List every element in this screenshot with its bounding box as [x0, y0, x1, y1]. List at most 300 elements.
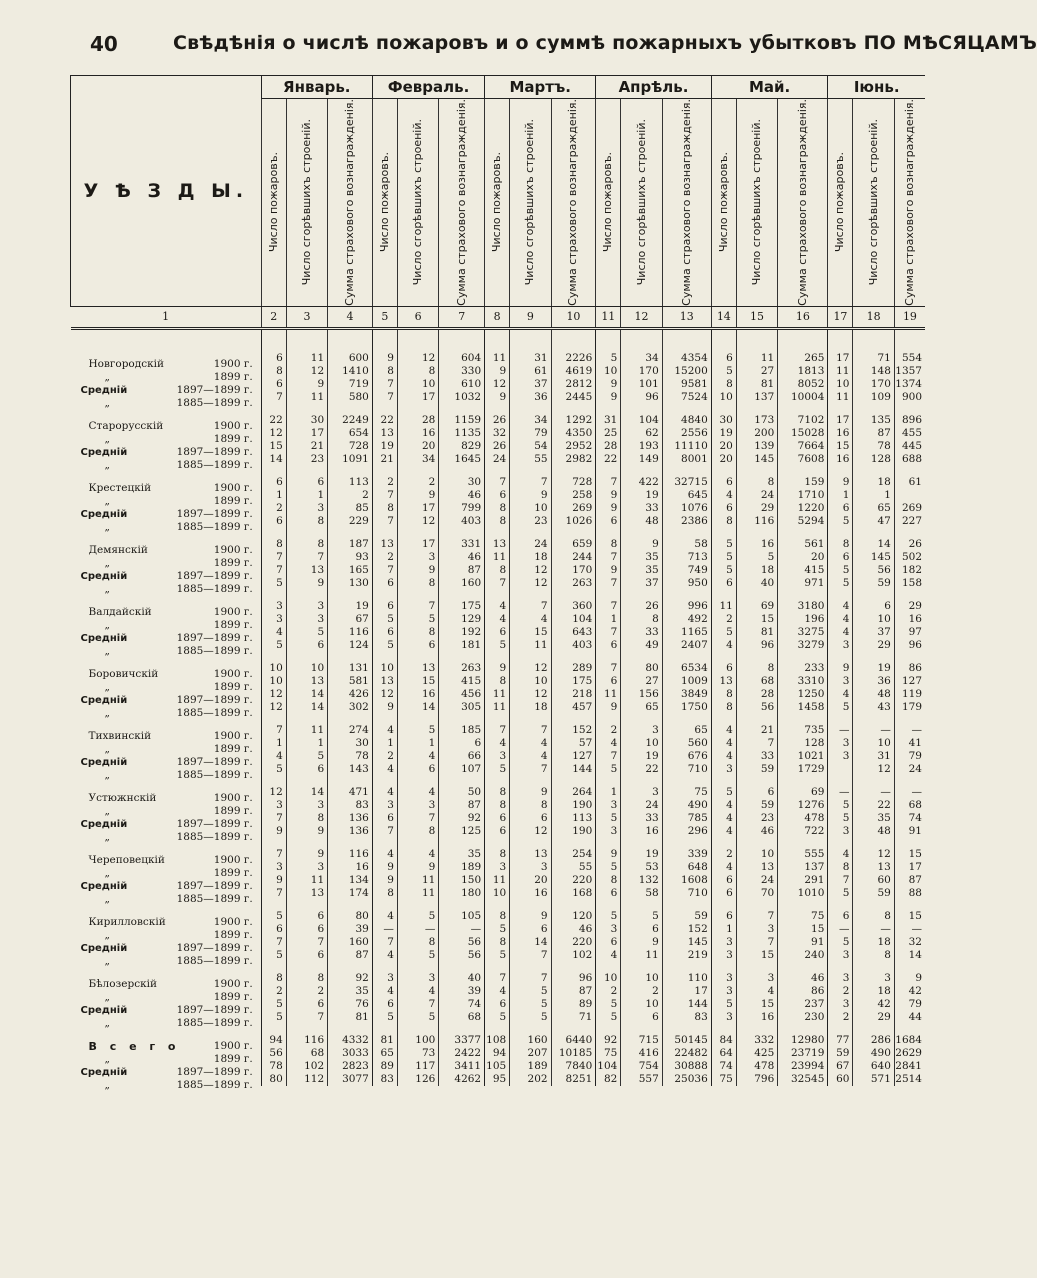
data-cell: 13 — [485, 538, 510, 551]
data-cell: 59 — [662, 910, 711, 923]
data-cell: 6 — [485, 626, 510, 639]
column-number: 12 — [621, 306, 662, 328]
data-cell: 10 — [372, 662, 397, 675]
ditto-mark: „ — [104, 1053, 110, 1066]
data-cell: 1 — [372, 737, 397, 750]
table-row — [71, 453, 926, 466]
data-cell: 18 — [510, 551, 551, 564]
data-cell: 12 — [510, 662, 551, 675]
data-cell: 128 — [778, 737, 828, 750]
period-label: 1885—1899 г. — [176, 645, 253, 658]
data-cell: 35 — [439, 848, 485, 861]
data-cell: 4 — [372, 848, 397, 861]
data-cell: 9 — [372, 861, 397, 874]
data-cell: 3 — [828, 972, 853, 985]
data-cell: 10 — [736, 848, 777, 861]
period-label: 1899 г. — [213, 991, 253, 1004]
data-cell: 7 — [736, 737, 777, 750]
column-label-text: Число пожаровъ. — [716, 152, 730, 253]
data-cell: 8 — [397, 365, 438, 378]
data-cell: 719 — [328, 378, 373, 391]
data-cell: 422 — [621, 476, 662, 489]
district-name: Боровичскій — [88, 668, 159, 681]
data-cell: 10 — [286, 662, 327, 675]
data-cell: 91 — [778, 936, 828, 949]
data-cell: 71 — [853, 352, 894, 365]
district-name: Кирилловскій — [88, 916, 166, 929]
data-cell: 5 — [261, 1011, 286, 1024]
data-cell: 159 — [778, 476, 828, 489]
data-cell: 12 — [397, 515, 438, 528]
data-cell: 39 — [439, 985, 485, 998]
data-cell: 8 — [828, 861, 853, 874]
data-cell: 722 — [778, 825, 828, 838]
data-cell: 415 — [778, 564, 828, 577]
row-label — [71, 1073, 262, 1092]
ditto-mark: „ — [104, 991, 110, 1004]
data-cell: 7 — [372, 564, 397, 577]
row-label — [71, 998, 262, 1017]
data-cell: 10 — [711, 391, 736, 404]
data-cell: 7840 — [551, 1060, 596, 1073]
data-cell: 220 — [551, 936, 596, 949]
data-cell: 6 — [510, 812, 551, 825]
data-cell: 11 — [286, 724, 327, 737]
data-cell: 1684 — [894, 1034, 925, 1047]
data-cell: 12 — [853, 763, 894, 776]
period-label: 1897—1899 г. — [176, 1004, 253, 1017]
data-cell: 490 — [853, 1047, 894, 1060]
data-cell: 92 — [596, 1034, 621, 1047]
table-row — [71, 763, 926, 776]
column-label — [439, 99, 485, 307]
table-row — [71, 613, 926, 626]
data-cell: 9 — [397, 489, 438, 502]
table-row — [71, 391, 926, 404]
column-label-text: Сумма страхового вознагражденія. — [454, 99, 468, 306]
data-cell: 32 — [485, 427, 510, 440]
data-cell: 179 — [894, 701, 925, 714]
data-cell: 97 — [894, 626, 925, 639]
data-cell: 8 — [286, 812, 327, 825]
data-cell: 6 — [621, 923, 662, 936]
data-cell: 21 — [286, 440, 327, 453]
data-cell: 15200 — [662, 365, 711, 378]
data-cell: 78 — [853, 440, 894, 453]
data-cell: 28 — [596, 440, 621, 453]
data-cell: 1009 — [662, 675, 711, 688]
data-cell: 31 — [510, 352, 551, 365]
data-cell: 9 — [510, 910, 551, 923]
data-cell: 3 — [828, 639, 853, 652]
table-row — [71, 476, 926, 489]
data-cell: 89 — [551, 998, 596, 1011]
data-cell: 24 — [736, 874, 777, 887]
data-cell: 6 — [711, 874, 736, 887]
data-cell: 3 — [261, 799, 286, 812]
data-cell: 5 — [596, 352, 621, 365]
data-cell: 8 — [372, 502, 397, 515]
data-cell: 13 — [397, 662, 438, 675]
data-cell: 654 — [328, 427, 373, 440]
data-cell: 799 — [439, 502, 485, 515]
table-row — [71, 985, 926, 998]
data-cell: 20 — [510, 874, 551, 887]
data-cell: 92 — [328, 972, 373, 985]
data-cell: 254 — [551, 848, 596, 861]
ditto-mark: „ — [104, 521, 110, 534]
data-cell: 46 — [778, 972, 828, 985]
data-cell: 20 — [778, 551, 828, 564]
row-label — [71, 812, 262, 831]
data-cell: 5 — [596, 861, 621, 874]
row-label — [71, 887, 262, 906]
data-cell: 110 — [662, 972, 711, 985]
data-cell: 900 — [894, 391, 925, 404]
data-cell: 61 — [510, 365, 551, 378]
data-cell: 971 — [778, 577, 828, 590]
data-cell: 2823 — [328, 1060, 373, 1073]
data-cell: 8 — [286, 538, 327, 551]
table-row — [71, 551, 926, 564]
data-cell: 79 — [510, 427, 551, 440]
column-label — [828, 99, 853, 307]
data-cell: 13 — [372, 675, 397, 688]
data-cell: 8 — [485, 502, 510, 515]
data-cell: 8 — [485, 910, 510, 923]
data-cell: 112 — [286, 1073, 327, 1086]
data-cell: 22 — [372, 414, 397, 427]
data-cell: 35 — [853, 812, 894, 825]
data-cell: 18 — [853, 476, 894, 489]
table-row — [71, 799, 926, 812]
row-label — [71, 786, 262, 805]
period-label: 1899 г. — [213, 557, 253, 570]
data-cell: 2 — [397, 476, 438, 489]
data-cell: 3 — [711, 1011, 736, 1024]
data-cell: 143 — [328, 763, 373, 776]
data-cell: 7 — [397, 998, 438, 1011]
data-cell: 735 — [778, 724, 828, 737]
data-cell: 5 — [485, 949, 510, 962]
period-label: 1900 г. — [213, 1040, 253, 1053]
data-cell: 30 — [711, 414, 736, 427]
data-cell: 7 — [261, 564, 286, 577]
data-cell: 9 — [828, 476, 853, 489]
data-cell: 9 — [596, 502, 621, 515]
data-cell: 1750 — [662, 701, 711, 714]
data-cell: 3 — [485, 750, 510, 763]
data-cell: 11 — [828, 365, 853, 378]
table-row — [71, 662, 926, 675]
data-cell: 416 — [621, 1047, 662, 1060]
data-cell: 4 — [736, 985, 777, 998]
data-cell: 263 — [439, 662, 485, 675]
data-cell: 25 — [596, 427, 621, 440]
period-label: 1900 г. — [213, 420, 253, 433]
average-label: Средній — [80, 695, 128, 707]
period-label: 1885—1899 г. — [176, 459, 253, 472]
data-cell: 85 — [328, 502, 373, 515]
data-cell: 4619 — [551, 365, 596, 378]
data-cell: 116 — [328, 626, 373, 639]
column-label-text: Число пожаровъ. — [377, 152, 391, 253]
data-cell: 749 — [662, 564, 711, 577]
data-cell: 48 — [853, 688, 894, 701]
data-cell: 81 — [372, 1034, 397, 1047]
data-cell: 8 — [397, 626, 438, 639]
data-cell: 6 — [711, 577, 736, 590]
data-cell: 950 — [662, 577, 711, 590]
data-cell: 12980 — [778, 1034, 828, 1047]
data-cell: 4 — [828, 600, 853, 613]
data-cell: 67 — [828, 1060, 853, 1073]
data-cell: 9 — [372, 352, 397, 365]
data-cell: 11 — [510, 639, 551, 652]
data-cell: 13 — [286, 887, 327, 900]
page-number: 40 — [90, 32, 118, 56]
data-cell: 19 — [621, 750, 662, 763]
data-cell: 67 — [328, 613, 373, 626]
data-cell: 160 — [328, 936, 373, 949]
data-cell: 46 — [439, 551, 485, 564]
data-cell: 11 — [485, 701, 510, 714]
data-cell: 227 — [894, 515, 925, 528]
data-cell: 10 — [261, 662, 286, 675]
row-label — [71, 1060, 262, 1079]
data-cell: 659 — [551, 538, 596, 551]
data-cell: 11 — [736, 352, 777, 365]
data-cell: 339 — [662, 848, 711, 861]
month-header: Май. — [711, 76, 828, 99]
period-label: 1897—1899 г. — [176, 1066, 253, 1079]
row-label — [71, 577, 262, 596]
ditto-mark: „ — [104, 929, 110, 942]
data-cell: 7 — [372, 515, 397, 528]
data-cell: 17 — [828, 352, 853, 365]
data-cell: 2226 — [551, 352, 596, 365]
data-cell: 471 — [328, 786, 373, 799]
data-cell: 12 — [510, 577, 551, 590]
data-cell: 190 — [551, 799, 596, 812]
column-number: 7 — [439, 306, 485, 328]
table-row — [71, 600, 926, 613]
data-cell: 6 — [261, 923, 286, 936]
period-label: 1899 г. — [213, 1053, 253, 1066]
data-cell: 117 — [397, 1060, 438, 1073]
data-cell: 14 — [286, 688, 327, 701]
data-cell: 4 — [397, 786, 438, 799]
data-cell: 17 — [397, 502, 438, 515]
data-cell: 8 — [736, 662, 777, 675]
period-label: 1897—1899 г. — [176, 694, 253, 707]
data-cell: 33 — [621, 626, 662, 639]
data-cell: 168 — [551, 887, 596, 900]
ditto-mark: „ — [104, 681, 110, 694]
data-cell: 53 — [621, 861, 662, 874]
data-cell: — — [372, 923, 397, 936]
column-number: 16 — [778, 306, 828, 328]
data-cell: 5 — [261, 998, 286, 1011]
ditto-mark: „ — [104, 371, 110, 384]
data-cell: 5 — [711, 551, 736, 564]
data-cell: 233 — [778, 662, 828, 675]
data-cell: 87 — [853, 427, 894, 440]
data-cell: 1 — [596, 613, 621, 626]
page-title: Свѣдѣнія о числѣ пожаровъ и о суммѣ пожарныхъ убытковъ ПО МѢСЯЦАМЪ — [173, 32, 1037, 54]
data-cell: 144 — [662, 998, 711, 1011]
data-cell: 7 — [261, 936, 286, 949]
data-cell: 50145 — [662, 1034, 711, 1047]
data-cell: 2 — [711, 848, 736, 861]
data-cell: 96 — [736, 639, 777, 652]
data-cell: 8 — [853, 910, 894, 923]
data-cell: 1276 — [778, 799, 828, 812]
data-cell: 8 — [286, 972, 327, 985]
data-cell: 7 — [372, 825, 397, 838]
data-cell: 4 — [372, 985, 397, 998]
row-label — [71, 737, 262, 756]
data-cell: 15 — [736, 949, 777, 962]
data-cell: 581 — [328, 675, 373, 688]
data-cell: 3 — [711, 763, 736, 776]
data-cell: 5 — [711, 538, 736, 551]
data-cell: 116 — [736, 515, 777, 528]
data-cell: 137 — [736, 391, 777, 404]
data-cell: 5 — [828, 812, 853, 825]
data-cell: 2 — [328, 489, 373, 502]
data-cell: 3 — [596, 799, 621, 812]
data-cell: 220 — [551, 874, 596, 887]
data-cell: 571 — [853, 1073, 894, 1086]
table-row — [71, 1011, 926, 1024]
data-cell: 8 — [510, 799, 551, 812]
table-row — [71, 352, 926, 365]
data-cell: 16 — [736, 1011, 777, 1024]
row-label — [71, 502, 262, 521]
data-cell: 9 — [894, 972, 925, 985]
period-label: 1897—1899 г. — [176, 446, 253, 459]
data-cell: 5 — [485, 1011, 510, 1024]
data-cell: 6 — [596, 887, 621, 900]
ditto-mark: „ — [104, 769, 110, 782]
data-cell: — — [894, 724, 925, 737]
data-cell: 202 — [510, 1073, 551, 1086]
data-cell: 182 — [894, 564, 925, 577]
column-label-text: Сумма страхового вознагражденія. — [566, 99, 580, 306]
uezdy-header: У Ѣ З Д Ы. — [71, 76, 262, 307]
data-cell: 160 — [510, 1034, 551, 1047]
data-cell: 6 — [485, 825, 510, 838]
district-name: Череповецкій — [88, 854, 165, 867]
data-cell: 6 — [372, 600, 397, 613]
data-cell: 6 — [261, 476, 286, 489]
data-cell: 4 — [372, 949, 397, 962]
data-cell: 7 — [596, 600, 621, 613]
row-label — [71, 626, 262, 645]
data-cell: 3 — [286, 502, 327, 515]
data-cell: — — [439, 923, 485, 936]
month-header: Январь. — [261, 76, 372, 99]
column-label-text: Число сгорѣвшихъ строеній. — [523, 119, 537, 286]
data-cell: 7 — [596, 476, 621, 489]
data-cell: 4 — [711, 737, 736, 750]
data-cell: 5 — [510, 1011, 551, 1024]
district-name: Новгородскій — [88, 358, 165, 371]
table-body — [71, 328, 926, 1092]
data-cell: 6 — [286, 998, 327, 1011]
data-cell: 12 — [286, 365, 327, 378]
data-cell: 415 — [439, 675, 485, 688]
data-cell: 9 — [372, 701, 397, 714]
column-number: 10 — [551, 306, 596, 328]
data-cell: 8 — [261, 972, 286, 985]
data-cell: 21 — [736, 724, 777, 737]
data-cell: 3849 — [662, 688, 711, 701]
spacer-row — [71, 1024, 926, 1034]
data-cell: 1250 — [778, 688, 828, 701]
data-cell: 7 — [596, 551, 621, 564]
column-number: 18 — [853, 306, 894, 328]
data-cell: 7 — [596, 626, 621, 639]
data-cell: 1458 — [778, 701, 828, 714]
data-cell: 20 — [711, 440, 736, 453]
data-cell: 50 — [439, 786, 485, 799]
data-cell: 144 — [551, 763, 596, 776]
data-cell: 2422 — [439, 1047, 485, 1060]
data-cell: 62 — [621, 427, 662, 440]
table-row — [71, 874, 926, 887]
data-cell: 23 — [736, 812, 777, 825]
column-label-text: Число пожаровъ. — [266, 152, 280, 253]
data-cell: 219 — [662, 949, 711, 962]
data-cell: 36 — [510, 391, 551, 404]
row-label — [71, 825, 262, 844]
data-cell: 710 — [662, 763, 711, 776]
data-cell: 10 — [397, 378, 438, 391]
data-cell: 3 — [621, 724, 662, 737]
period-label: 1900 г. — [213, 544, 253, 557]
data-cell: 580 — [328, 391, 373, 404]
data-cell: 79 — [894, 998, 925, 1011]
data-cell: 22 — [261, 414, 286, 427]
data-cell: 59 — [853, 887, 894, 900]
month-header-row — [71, 76, 926, 99]
data-cell: 16 — [828, 427, 853, 440]
ditto-mark: „ — [104, 495, 110, 508]
data-cell: 29 — [894, 600, 925, 613]
data-cell: 7 — [736, 936, 777, 949]
column-label — [397, 99, 438, 307]
data-cell: 55 — [551, 861, 596, 874]
data-cell: 33 — [621, 812, 662, 825]
data-cell: 1 — [261, 489, 286, 502]
data-cell: 16 — [621, 825, 662, 838]
ditto-mark: „ — [104, 743, 110, 756]
data-cell: 4 — [596, 949, 621, 962]
period-label: 1900 г. — [213, 606, 253, 619]
data-cell: 185 — [439, 724, 485, 737]
data-cell: 5294 — [778, 515, 828, 528]
average-label: Средній — [80, 447, 128, 459]
data-cell: 7 — [261, 887, 286, 900]
data-cell: 2 — [286, 985, 327, 998]
average-label: Средній — [80, 1067, 128, 1079]
data-cell: 74 — [894, 812, 925, 825]
data-cell: 69 — [736, 600, 777, 613]
data-cell: 83 — [372, 1073, 397, 1086]
data-cell: 46 — [551, 923, 596, 936]
